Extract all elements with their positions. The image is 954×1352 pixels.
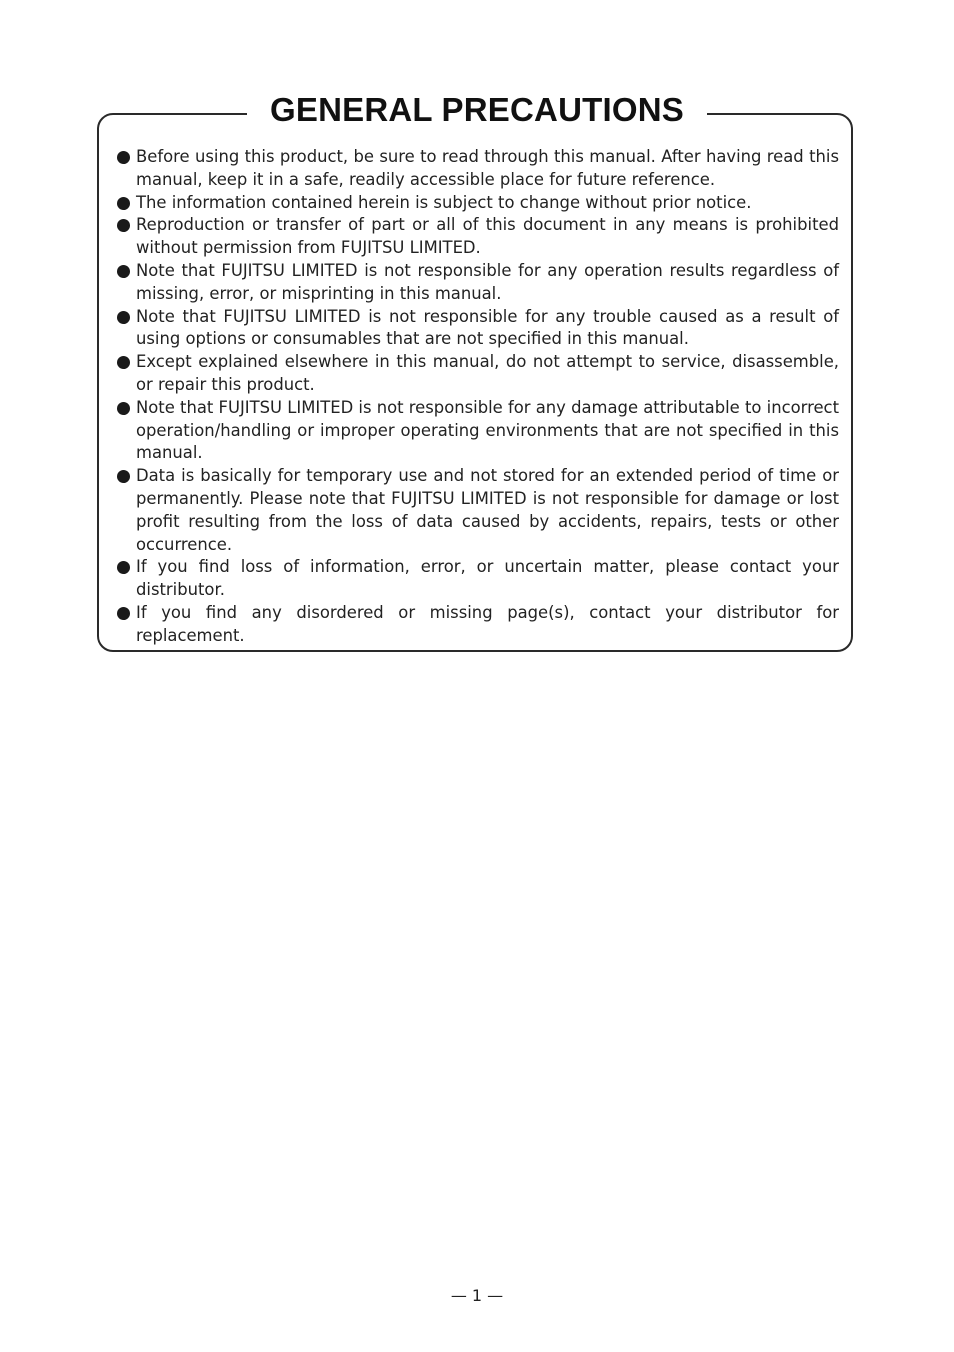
list-item-text: If you find any disordered or missing page(s), contact your distributor for replacement. [136, 602, 839, 645]
list-item [117, 556, 839, 602]
page-title: GENERAL PRECAUTIONS [270, 91, 684, 128]
list-item [117, 602, 839, 648]
precautions-list [117, 146, 839, 648]
bullet-icon [117, 311, 130, 324]
bullet-icon [117, 470, 130, 483]
list-item-text: The information contained herein is subject to change without prior notice. [136, 192, 752, 212]
list-item-text: Note that FUJITSU LIMITED is not responsible for any trouble caused as a result of using options or consumables that are not specified in this manual. [136, 306, 839, 349]
list-item-text: If you find loss of information, error, or uncertain matter, please contact your distributor. [136, 557, 839, 600]
list-item-text: Before using this product, be sure to read through this manual. After having read this manual, keep it in a safe, readily accessible place for future reference. [136, 147, 839, 189]
bullet-icon [117, 265, 130, 278]
list-item-text: Except explained elsewhere in this manual, do not attempt to service, disassemble, or repair this product. [136, 352, 839, 394]
bullet-icon [117, 561, 130, 574]
list-item-text: Reproduction or transfer of part or all of this document in any means is prohibited without permission from FUJITSU LIMITED. [136, 215, 839, 258]
bullet-icon [117, 356, 130, 369]
list-item-text: Note that FUJITSU LIMITED is not responsible for any operation results regardless of missing, error, or misprinting in this manual. [136, 260, 839, 303]
list-item [117, 260, 839, 306]
title-container [247, 88, 707, 132]
list-item-text: Note that FUJITSU LIMITED is not responsible for any damage attributable to incorrect operation/handling or improper operating environments that are not specified in this manual. [136, 397, 839, 463]
list-item [117, 397, 839, 465]
list-item [117, 306, 839, 352]
list-item [117, 214, 839, 260]
list-item [117, 351, 839, 397]
bullet-icon [117, 197, 130, 210]
list-item-text: Data is basically for temporary use and not stored for an extended period of time or permanently. Please note that FUJITSU LIMITED is not responsible for damage or lost profit resulting from the loss of data caused by accidents, repairs, tests or other occurrence. [136, 466, 839, 554]
list-item [117, 146, 839, 192]
list-item [117, 192, 839, 215]
bullet-icon [117, 607, 130, 620]
list-item [117, 465, 839, 556]
bullet-icon [117, 151, 130, 164]
bullet-icon [117, 219, 130, 232]
page-number: — 1 — [450, 1286, 504, 1305]
bullet-icon [117, 402, 130, 415]
